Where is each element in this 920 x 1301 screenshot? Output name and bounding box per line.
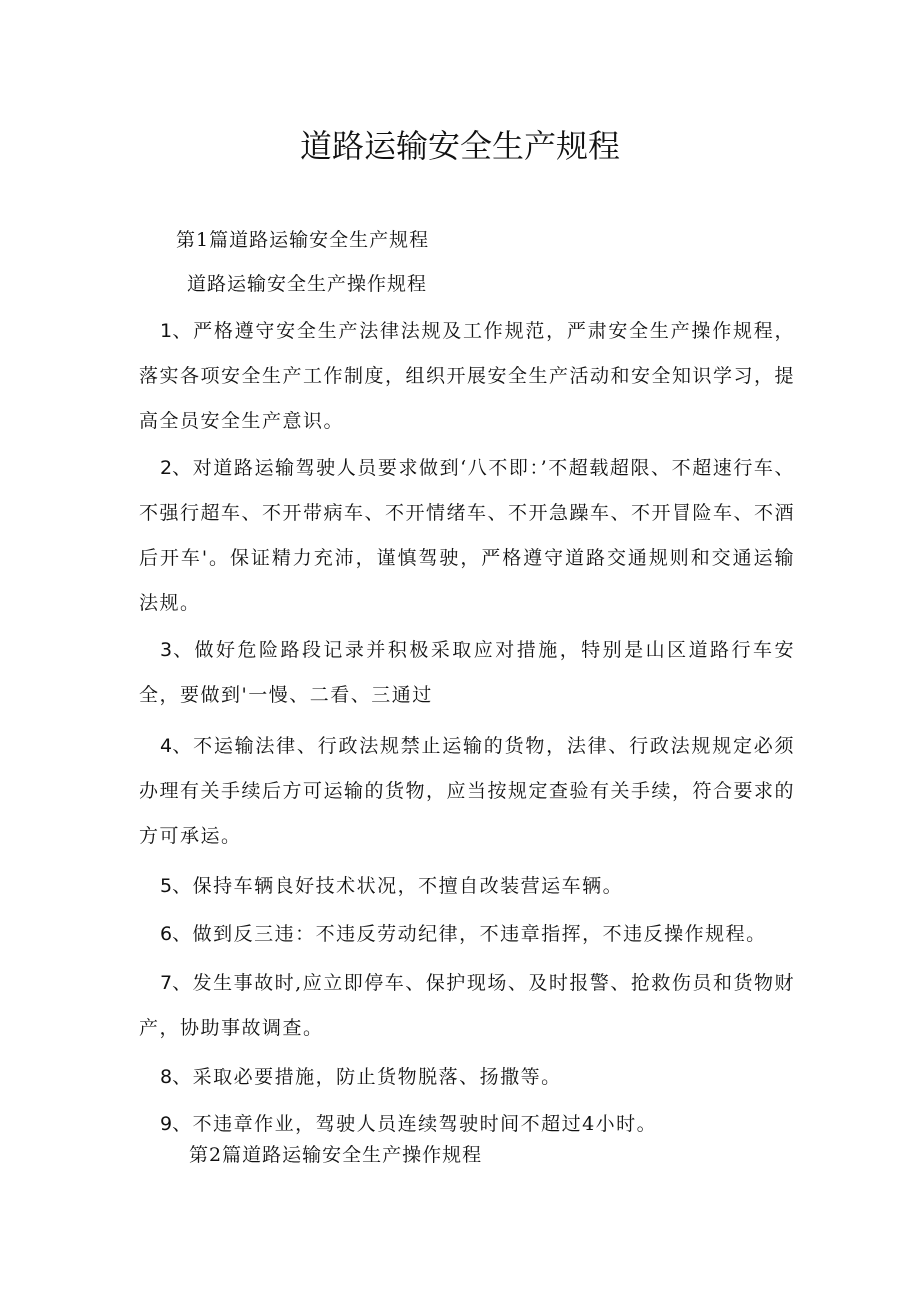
list-item [139,961,795,1051]
item-number: 4 [160,735,173,757]
list-item [139,864,795,909]
item-number: 8 [160,1066,173,1088]
list-item [139,628,795,718]
list-item [139,309,795,444]
item-text: 、发生事故时,应立即停车、保护现场、及时报警、抢救伤员和货物财产，协助事故调查。 [139,972,795,1039]
chapter-1-heading: 第1篇道路运输安全生产规程 [176,229,430,251]
item-number: 5 [160,875,173,897]
item-number: 3 [160,639,173,661]
list-item [139,1055,795,1100]
item-number: 1 [160,320,173,342]
item-number: 9 [160,1113,173,1135]
item-text: 、保持车辆良好技术状况，不擅自改装营运车辆。 [172,875,624,897]
item-text: 、做好危险路段记录并积极采取应对措施，特别是山区道路行车安全，要做到'一慢、二看、三通过 [139,639,795,706]
item-text: 、做到反三违：不违反劳动纪律，不违章指挥，不违反操作规程。 [172,923,767,945]
item-number: 6 [160,923,173,945]
item-text: 、不违章作业，驾驶人员连续驾驶时间不超过4小时。 [172,1113,658,1135]
item-text: 、严格遵守安全生产法律法规及工作规范，严肃安全生产操作规程，落实各项安全生产工作制度，组织开展安全生产活动和安全知识学习，提高全员安全生产意识。 [139,320,796,432]
list-item [139,446,795,626]
chapter-2-heading: 第2篇道路运输安全生产操作规程 [189,1144,483,1166]
document-title: 道路运输安全生产规程 [299,127,620,165]
list-item [139,912,795,957]
item-text: 、不运输法律、行政法规禁止运输的货物，法律、行政法规规定必须办理有关手续后方可运输的货物，应当按规定查验有关手续，符合要求的方可承运。 [139,735,796,847]
list-item [139,724,795,859]
item-number: 2 [160,457,173,479]
item-number: 7 [160,972,173,994]
item-text: 、采取必要措施，防止货物脱落、扬撒等。 [172,1066,562,1088]
section-heading: 道路运输安全生产操作规程 [187,273,428,295]
item-text: 、对道路运输驾驶人员要求做到‘八不即：’不超载超限、不超速行车、不强行超车、不开带病车、不开情绪车、不开急躁车、不开冒险车、不酒后开车'。保证精力充沛，谨慎驾驶，严格遵守道路交通规则和交通运输法规。 [139,457,796,614]
